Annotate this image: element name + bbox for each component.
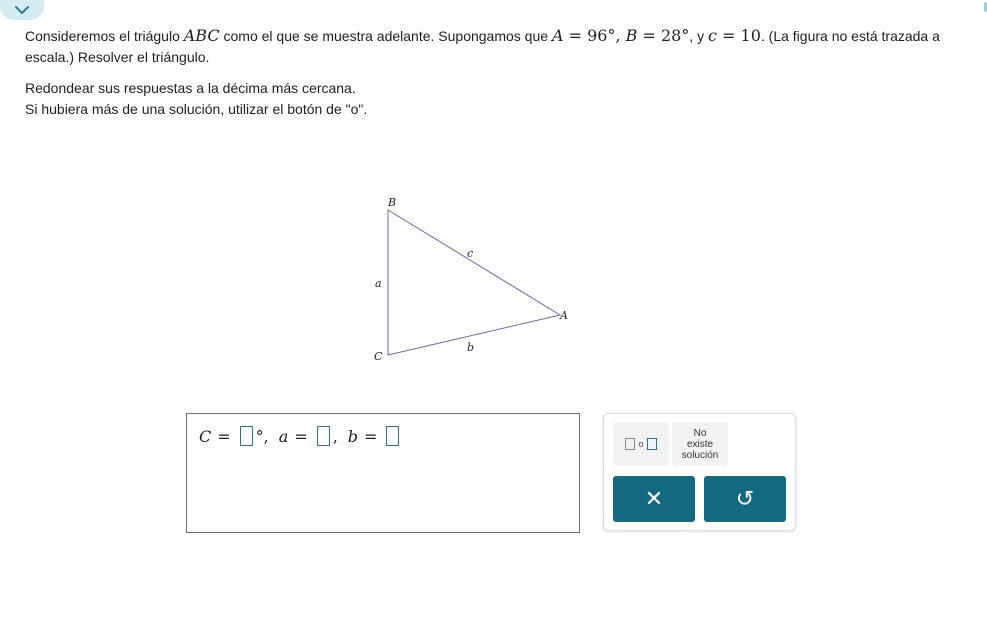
triangle-shape: [388, 210, 560, 355]
comma-separator: ,: [332, 426, 338, 446]
problem-note: . (La figura no está trazada a escala.) Resolver el triángulo.: [25, 28, 940, 65]
vertex-A-label: A: [560, 309, 568, 322]
undo-button[interactable]: [704, 476, 786, 522]
problem-paragraph: Consideremos el triágulo ABC como el que se muestra adelante. Supongamos que A = 96°, B = 28°, y c = 10. (La figura no está trazada a escala.) Resolver el triángulo.: [25, 26, 940, 65]
side-c-figure-label: c: [467, 247, 474, 260]
degree-symbol: °: [255, 426, 264, 446]
angle-A-value: 96°: [587, 26, 616, 45]
vertex-C-label: C: [374, 350, 383, 363]
triangle-figure: [355, 190, 595, 370]
side-c-label: c: [707, 26, 717, 45]
problem-mid: como el que se muestra adelante. Supongamos que: [223, 28, 549, 44]
no-solution-label: solución: [681, 449, 719, 461]
or-label: o: [638, 439, 644, 449]
undo-icon: ↺: [735, 486, 755, 511]
side-b-figure-label: b: [467, 341, 475, 354]
equals-sign: =: [294, 426, 308, 446]
blank-square-icon: [647, 438, 657, 450]
problem-intro: Consideremos el triágulo: [25, 28, 180, 44]
answer-area[interactable]: [186, 413, 580, 533]
close-icon: ✕: [644, 486, 664, 511]
side-a-figure-label: a: [375, 277, 382, 290]
answer-line: [199, 426, 402, 446]
answer-C-var: C: [199, 426, 212, 446]
answer-tools-panel: [603, 413, 796, 531]
problem-statement: [25, 25, 965, 120]
conjunction: , y: [689, 28, 705, 44]
chevron-down-icon: [14, 5, 30, 15]
equals-sign: =: [364, 426, 378, 446]
blank-square-icon: [625, 438, 635, 450]
side-c-value: 10: [740, 26, 761, 45]
clear-button[interactable]: [613, 476, 695, 522]
equals-sign: =: [217, 426, 231, 446]
no-solution-label: No: [693, 427, 707, 439]
triangle-name: ABC: [183, 26, 220, 45]
round-instruction: Redondear sus respuestas a la décima más cercana.: [25, 80, 356, 96]
answer-a-var: a: [278, 426, 289, 446]
answer-b-var: b: [347, 426, 359, 446]
angle-B-value: 28°: [660, 26, 690, 45]
answer-C-input[interactable]: [240, 426, 253, 446]
collapse-toggle[interactable]: [0, 0, 44, 20]
angle-A-label: A: [551, 26, 564, 45]
answer-b-input[interactable]: [386, 426, 399, 446]
no-solution-label: existe: [686, 438, 714, 450]
angle-B-label: B: [625, 26, 638, 45]
or-button[interactable]: [613, 422, 669, 466]
comma-separator: ,: [263, 426, 269, 446]
answer-a-input[interactable]: [317, 426, 330, 446]
vertex-B-label: B: [388, 196, 397, 209]
multi-solution-instruction: Si hubiera más de una solución, utilizar el botón de "o".: [25, 101, 368, 117]
no-solution-button[interactable]: [672, 422, 728, 466]
